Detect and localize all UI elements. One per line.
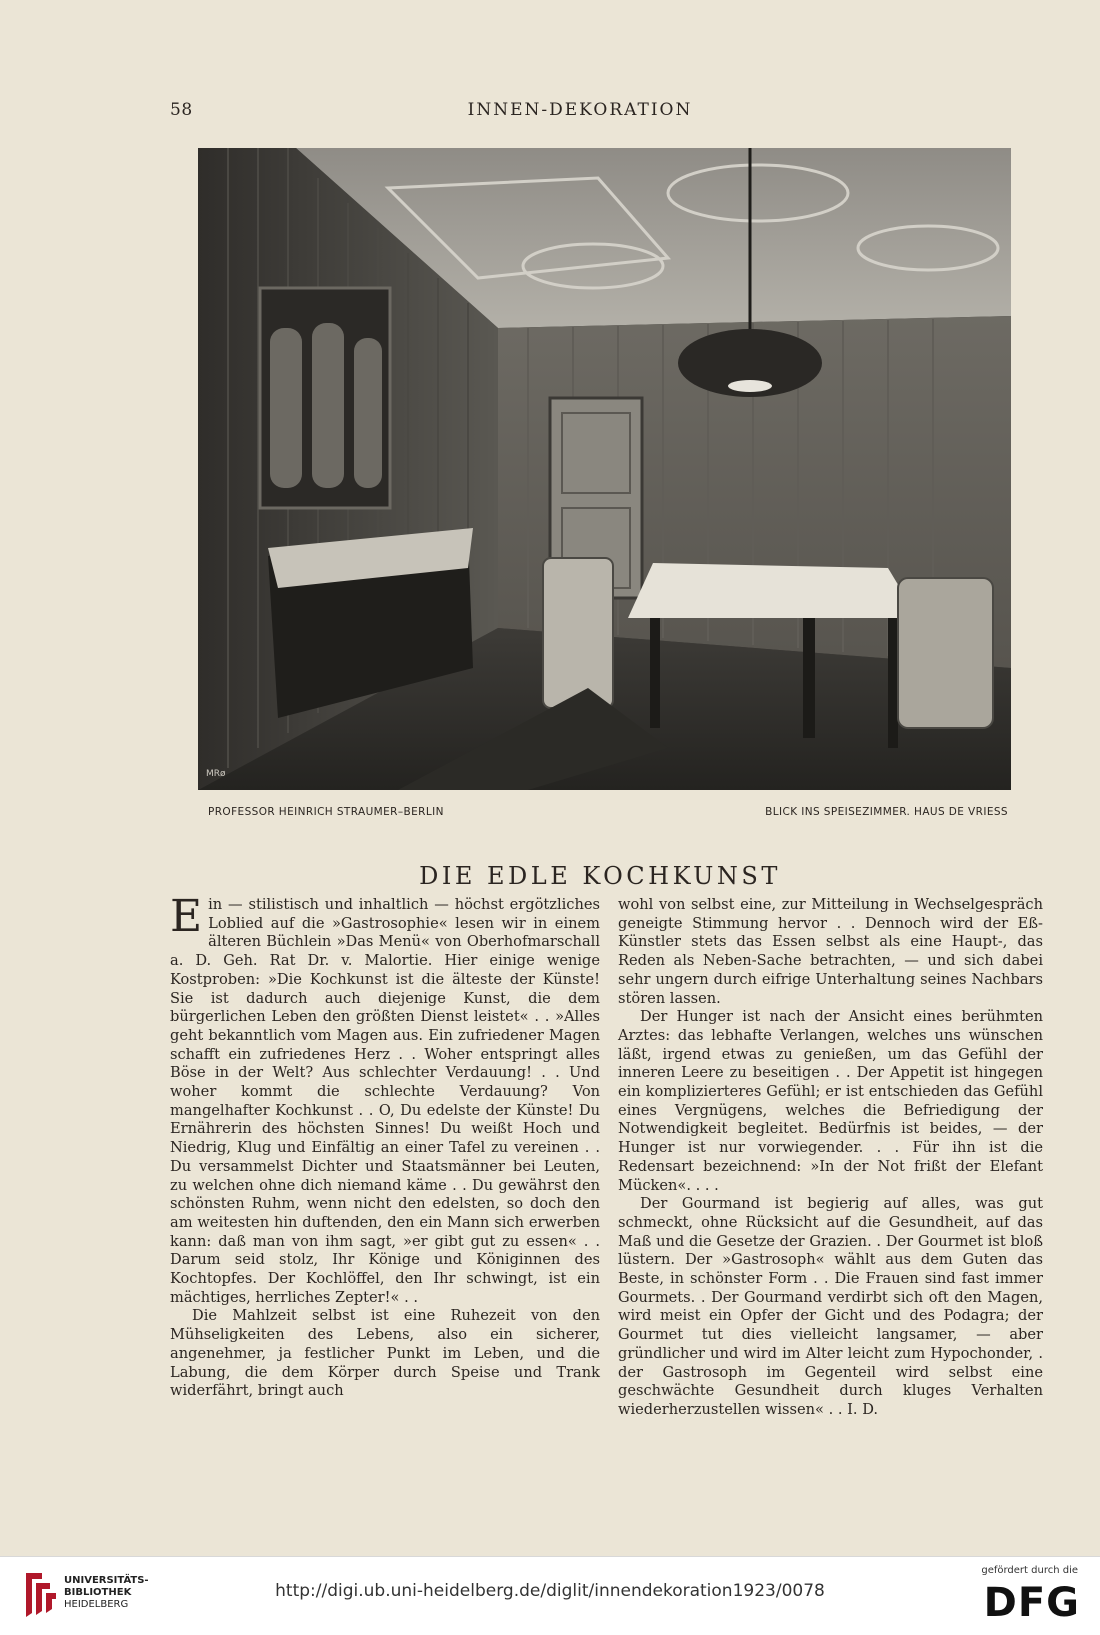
figure-caption-title: BLICK INS SPEISEZIMMER. HAUS DE VRIESS — [765, 806, 1008, 818]
article-title: DIE EDLE KOCHKUNST — [419, 862, 781, 890]
funding-label: gefördert durch die — [981, 1565, 1078, 1576]
paragraph: wohl von selbst eine, zur Mitteilung in Wechselgespräch geneigte Stimmung hervor . . Dennoch wird der Eß-Künstler stets das Essen selbst als eine Haupt-, das Reden als Neben-Sache betrachten, — und sich dabei sehr ungern durch eifrige Unterhaltung seines Nachbars stören lassen. — [618, 896, 1043, 1007]
dfg-logo[interactable]: DFG — [983, 1580, 1080, 1626]
dining-room-photo — [198, 148, 1011, 790]
article-column-right — [618, 896, 1043, 1420]
figure-caption-credit: PROFESSOR HEINRICH STRAUMER–BERLIN — [208, 806, 444, 818]
photo-signature: MRø — [206, 769, 226, 779]
library-name[interactable]: UNIVERSITÄTS- BIBLIOTHEK HEIDELBERG — [64, 1575, 149, 1610]
paragraph: Der Hunger ist nach der Ansicht eines berühmten Arztes: das lebhafte Verlangen, welches uns wünschen läßt, irgend etwas zu genießen, um das Gefühl der inneren Leere zu beseitigen . . Der Appetit ist hingegen ein komplizierteres Gefühl; er ist entschieden das Gefühl eines Vergnügens, welches die Befriedigung der Notwendigkeit begleitet. Bedürfnis ist beides, — der Hunger ist nur vorwiegender. . . Für ihn ist die Redensart bezeichnend: »In der Not frißt der Elefant Mücken«. . . . — [618, 1008, 1043, 1194]
paragraph: Die Mahlzeit selbst ist eine Ruhezeit von den Mühseligkeiten des Lebens, also ein sicherer, angenehmer, ja festlicher Punkt im Leben, und die Labung, die dem Körper durch Speise und Trank widerfährt, bringt auch — [170, 1307, 600, 1400]
paragraph: Ein — stilistisch und inhaltlich — höchst ergötzliches Loblied auf die »Gastrosophie« lesen wir in einem älteren Büchlein »Das Menü« von Oberhofmarschall a. D. Geh. Rat Dr. v. Malortie. Hier einige wenige Kostproben: »Die Kochkunst ist die älteste der Künste! Sie ist dadurch auch diejenige Kunst, die dem bürgerlichen Leben den größten Dienst leistet« . . »Alles geht bekanntlich vom Magen aus. Ein zufriedener Magen schafft ein zufriedenes Herz . . Woher entspringt alles Böse in der Welt? Aus schlechter Verdauung! . . Und woher kommt die schlechte Verdauung? Von mangelhafter Kochkunst . . O, Du edelste der Künste! Du Ernährerin des höchsten Sinnes! Du weißt Hoch und Niedrig, Klug und Einfältig an einer Tafel zu vereinen . . Du versammelst Dichter und Staatsmänner bei Leuten, zu welchen ohne dich niemand käme . . Du gewährst den schönsten Ruhm, wenn nicht den edelsten, so doch den am weitesten hin duftenden, den ein Mann sich erwerben kann: daß man von ihm sagt, »er gibt gut zu essen« . . Darum seid stolz, Ihr Könige und Königinnen des Kochtopfes. Der Kochlöffel, den Ihr schwingt, ist ein mächtiges, herrliches Zepter!« . . — [170, 891, 600, 1306]
article-column-left — [170, 891, 600, 1401]
paragraph: Der Gourmand ist begierig auf alles, was gut schmeckt, ohne Rücksicht auf die Gesundheit, auf das Maß und die Gesetze der Grazien. . Der Gourmet ist bloß lüstern. Der »Gastrosoph« wählt aus dem Guten das Beste, in schönster Form . . Die Frauen sind fast immer Gourmets. . Der Gourmand verdirbt sich oft den Magen, wird meist ein Opfer der Gicht und des Podagra; der Gourmet tut dies vielleicht langsamer, — aber gründlicher und wird im Alter leicht zum Hypochonder, . der Gastrosoph im Gegenteil wird selbst eine geschwächte Gesundheit durch kluges Verhalten wiederherzustellen wissen« . . I. D. — [618, 1195, 1043, 1418]
drop-cap: E — [170, 891, 203, 942]
running-title: INNEN-DEKORATION — [467, 100, 693, 120]
permalink-url[interactable]: http://digi.ub.uni-heidelberg.de/diglit/innendekoration1923/0078 — [275, 1581, 825, 1601]
page-number: 58 — [170, 100, 193, 120]
viewer-footer — [0, 1556, 1100, 1635]
